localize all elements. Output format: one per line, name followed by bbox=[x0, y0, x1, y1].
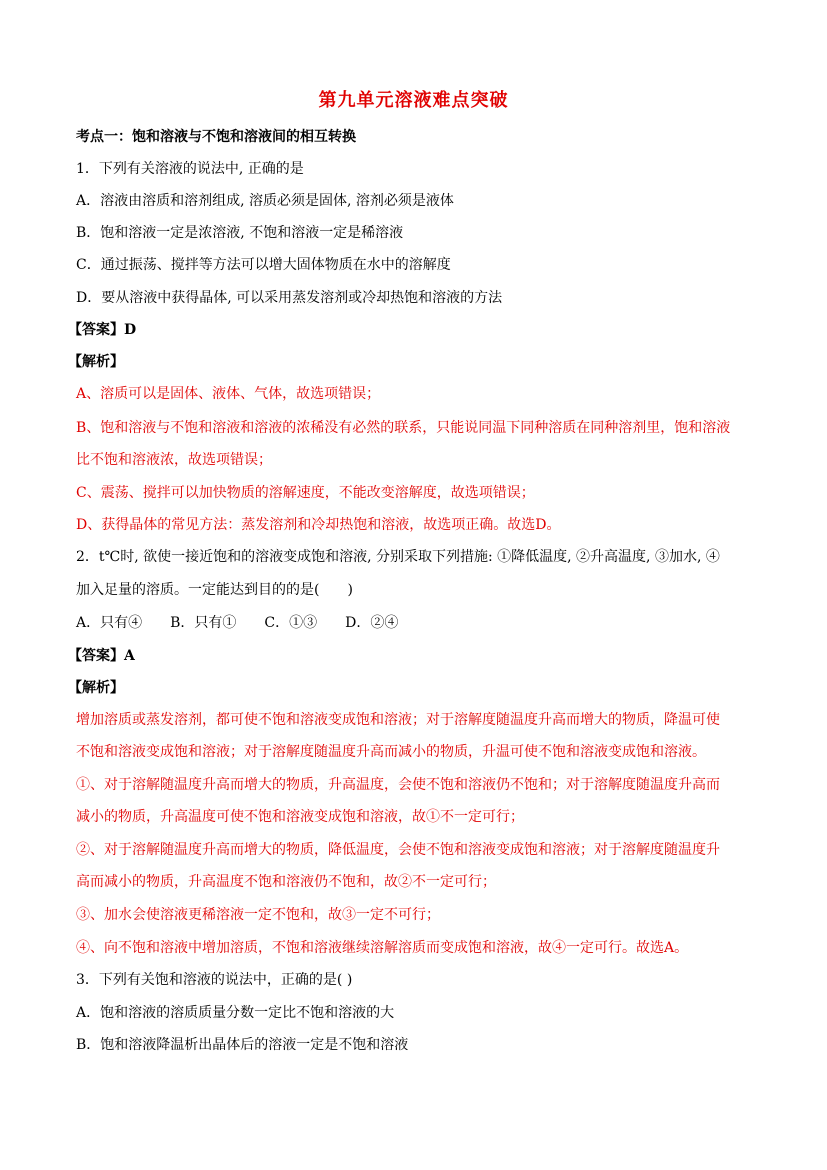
q2-analysis-line: 增加溶质或蒸发溶剂，都可使不饱和溶液变成饱和溶液；对于溶解度随温度升高而增大的物质，降温可使 bbox=[76, 712, 720, 728]
q1-analysis-line: C、震荡、搅拌可以加快物质的溶解速度，不能改变溶解度，故选项错误； bbox=[76, 485, 535, 501]
q2-analysis-line: 减小的物质，升高温度可使不饱和溶液变成饱和溶液，故①不一定可行； bbox=[76, 809, 524, 825]
q1-answer: 【答案】D bbox=[68, 322, 137, 338]
q1-option-c: C．通过振荡、搅拌等方法可以增大固体物质在水中的溶解度 bbox=[76, 257, 451, 273]
q1-option-d: D．要从溶液中获得晶体, 可以采用蒸发溶剂或冷却热饱和溶液的方法 bbox=[76, 290, 503, 306]
q2-analysis-line: 高而减小的物质，升高温度不饱和溶液仍不饱和，故②不一定可行； bbox=[76, 874, 496, 890]
q2-analysis-line: ①、对于溶解随温度升高而增大的物质，升高温度，会使不饱和溶液仍不饱和；对于溶解度随温度升高而 bbox=[76, 777, 720, 793]
q2-answer: 【答案】A bbox=[68, 648, 135, 664]
q2-analysis-line: ③、加水会使溶液更稀溶液一定不饱和，故③一定不可行； bbox=[76, 907, 440, 923]
q2-stem: 2．t℃时, 欲使一接近饱和的溶液变成饱和溶液, 分别采取下列措施: ①降低温度, ②升高温度, ③加水, ④ bbox=[76, 549, 720, 565]
q1-analysis-line: 比不饱和溶液浓，故选项错误； bbox=[76, 452, 272, 468]
q2-options: A．只有④ B．只有① C．①③ D．②④ bbox=[76, 615, 399, 631]
q3-option-a: A．饱和溶液的溶质质量分数一定比不饱和溶液的大 bbox=[76, 1005, 395, 1021]
q1-option-a: A．溶液由溶质和溶剂组成, 溶质必须是固体, 溶剂必须是液体 bbox=[76, 193, 454, 209]
q2-analysis-label: 【解析】 bbox=[68, 680, 124, 696]
q3-stem: 3．下列有关饱和溶液的说法中，正确的是( ) bbox=[76, 972, 353, 988]
q2-analysis-line: ④、向不饱和溶液中增加溶质，不饱和溶液继续溶解溶质而变成饱和溶液，故④一定可行。故选A。 bbox=[76, 940, 689, 956]
q2-analysis-line: 不饱和溶液变成饱和溶液；对于溶解度随温度升高而减小的物质，升温可使不饱和溶液变成饱和溶液。 bbox=[76, 744, 706, 760]
q1-analysis-label: 【解析】 bbox=[68, 354, 124, 370]
q1-analysis-line: D、获得晶体的常见方法：蒸发溶剂和冷却热饱和溶液，故选项正确。故选D。 bbox=[76, 517, 561, 533]
q2-analysis-line: ②、对于溶解随温度升高而增大的物质，降低温度，会使不饱和溶液变成饱和溶液；对于溶解度随温度升 bbox=[76, 842, 720, 858]
q2-stem-cont: 加入足量的溶质。一定能达到目的的是( ) bbox=[76, 582, 353, 598]
section-heading: 考点一：饱和溶液与不饱和溶液间的相互转换 bbox=[76, 129, 356, 145]
q1-analysis-line: A、溶质可以是固体、液体、气体，故选项错误； bbox=[76, 386, 381, 402]
q1-option-b: B．饱和溶液一定是浓溶液, 不饱和溶液一定是稀溶液 bbox=[76, 225, 404, 241]
q1-analysis-line: B、饱和溶液与不饱和溶液和溶液的浓稀没有必然的联系，只能说同温下同种溶质在同种溶剂里，饱和溶液 bbox=[76, 420, 731, 436]
q3-option-b: B．饱和溶液降温析出晶体后的溶液一定是不饱和溶液 bbox=[76, 1037, 409, 1053]
document-title: 第九单元溶液难点突破 bbox=[318, 90, 509, 111]
q1-stem: 1．下列有关溶液的说法中, 正确的是 bbox=[76, 161, 304, 177]
